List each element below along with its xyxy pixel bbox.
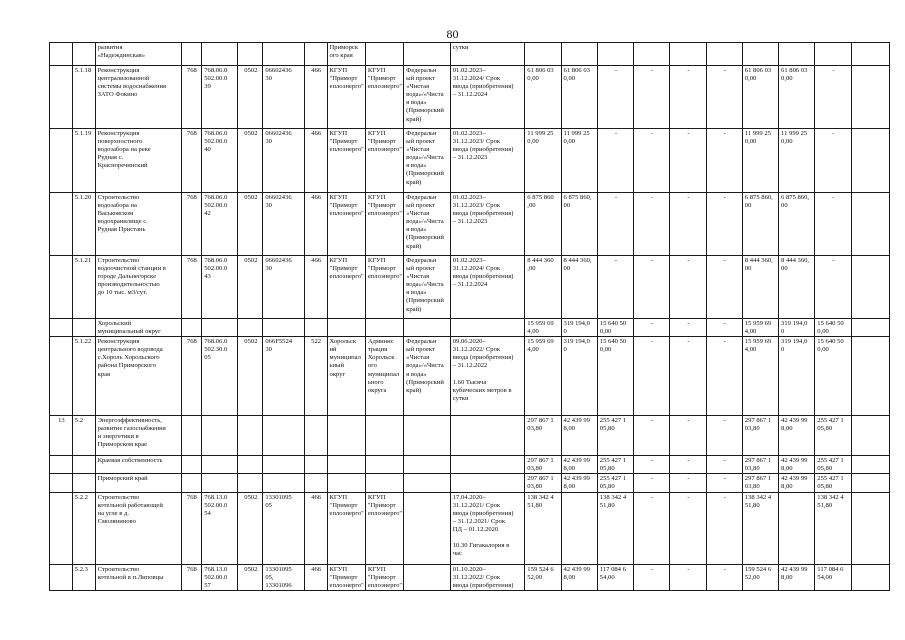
table-cell: Федеральн ый проект «Чистая вода»/«Чиста я вода» (Приморский край)	[404, 66, 451, 129]
table-cell: 42 439 99 8,00	[779, 416, 815, 456]
table-cell: 8 444 360 ,00	[525, 256, 561, 319]
table-cell: 06602436 30	[263, 193, 304, 256]
table-cell: -	[706, 129, 742, 193]
table-cell: -	[634, 319, 670, 337]
table-cell: -	[634, 492, 670, 564]
table-cell: 297 867 1 03,80	[525, 416, 561, 456]
table-cell: 15 640 50 0,00	[815, 319, 851, 337]
table-cell: 61 806 03 0,00	[525, 66, 561, 129]
table-cell: 319 194,0 0	[779, 319, 815, 337]
table-cell: 159 524 6 52,00	[525, 564, 561, 590]
table-cell	[238, 43, 263, 66]
table-cell	[742, 43, 778, 66]
table-cell: 6 875 860, 00	[742, 193, 778, 256]
table-cell: -	[634, 256, 670, 319]
table-cell	[851, 66, 889, 129]
table-row	[50, 43, 890, 66]
table-cell: Реконструкция поверхностного водозабора на реке Рудная с. Красноречинский	[95, 129, 181, 193]
table-cell	[181, 474, 202, 492]
table-cell: 13301095 05	[263, 492, 304, 564]
table-cell	[404, 43, 451, 66]
table-cell	[851, 564, 889, 590]
table-cell	[304, 456, 327, 474]
table-cell	[72, 474, 95, 492]
table-cell: 297 867 1 03,80	[525, 474, 561, 492]
table-cell: -	[670, 337, 706, 416]
table-cell: -	[706, 456, 742, 474]
table-cell: 768.13.0 502.00.0 54	[202, 492, 238, 564]
table-cell: -	[634, 474, 670, 492]
table-cell: Строительство водозабора на Васьковском водохранилище с. Рудная Пристань	[95, 193, 181, 256]
table-cell: 466	[304, 66, 327, 129]
table-cell: Федеральн ый проект «Чистая вода»/«Чиста я вода» (Приморский край)	[404, 129, 451, 193]
table-cell	[238, 456, 263, 474]
table-cell: -	[815, 66, 851, 129]
table-row	[50, 456, 890, 474]
table-cell: КГУП "Приморт еплоэнерго"	[327, 256, 365, 319]
table-cell	[50, 43, 73, 66]
table-cell: 319 194,0 0	[779, 337, 815, 416]
table-cell: -	[670, 256, 706, 319]
table-cell: -	[706, 474, 742, 492]
table-cell: 0502	[238, 564, 263, 590]
table-cell: 138 342 4 51,80	[525, 492, 561, 564]
table-cell: 5.2.2	[72, 492, 95, 564]
table-cell	[50, 66, 73, 129]
table-cell: 01.02.2023– 31.12.2024/ Срок ввода (приобретения) – 31.12.2024	[450, 256, 525, 319]
table-cell: -	[706, 492, 742, 564]
table-cell: 466	[304, 193, 327, 256]
table-cell: 255 427 1 05,80	[597, 416, 633, 456]
table-cell: -	[670, 474, 706, 492]
table-cell: КГУП "Приморт еплоэнерго"	[365, 193, 403, 256]
table-cell: 42 439 99 8,00	[561, 456, 597, 474]
table-cell	[304, 43, 327, 66]
table-cell: 297 867 1 03,80	[742, 416, 778, 456]
table-cell: 13301095 05, 13301096	[263, 564, 304, 590]
table-cell: 768.06.0 502.00.0 39	[202, 66, 238, 129]
table-row	[50, 416, 890, 456]
table-cell: -	[670, 416, 706, 456]
table-cell: 61 806 03 0,00	[742, 66, 778, 129]
table-cell: Реконструкция центрального водовода с.Хороль Хорольского района Приморского края	[95, 337, 181, 416]
table-cell	[404, 564, 451, 590]
table-cell: Энергоэффективность, развитие газоснабжения и энергетики в Приморском крае	[95, 416, 181, 456]
table-cell	[561, 492, 597, 564]
table-cell: -	[670, 129, 706, 193]
table-cell: Федеральн ый проект «Чистая вода»/«Чиста я вода» (Приморский край)	[404, 337, 451, 416]
table-cell: 522	[304, 337, 327, 416]
table-cell: -	[597, 193, 633, 256]
table-cell: 5.2	[72, 416, 95, 456]
table-cell	[851, 193, 889, 256]
table-cell: КГУП "Приморт еплоэнерго"	[365, 256, 403, 319]
table-cell	[263, 319, 304, 337]
table-cell: 6 875 860, 00	[561, 193, 597, 256]
table-cell: 42 439 99 8,00	[779, 564, 815, 590]
table-cell: 42 439 99 8,00	[779, 456, 815, 474]
table-cell	[404, 474, 451, 492]
table-cell	[450, 319, 525, 337]
table-cell	[181, 416, 202, 456]
table-row	[50, 474, 890, 492]
table-cell	[181, 43, 202, 66]
table-cell: 61 806 03 0,00	[561, 66, 597, 129]
table-cell	[327, 474, 365, 492]
table-cell: КГУП "Приморт еплоэнерго"	[365, 492, 403, 564]
table-cell: 06602436 30	[263, 256, 304, 319]
table-cell: 15 640 50 0,00	[597, 337, 633, 416]
table-row	[50, 319, 890, 337]
table-cell	[263, 474, 304, 492]
table-cell: -	[634, 129, 670, 193]
table-cell: -	[815, 256, 851, 319]
table-row	[50, 129, 890, 193]
table-cell: -	[597, 129, 633, 193]
table-cell	[50, 129, 73, 193]
table-cell: 6 875 860, 00	[779, 193, 815, 256]
table-cell: Хорольский муниципальный округ	[95, 319, 181, 337]
table-cell: -	[634, 66, 670, 129]
table-cell: КГУП "Приморт еплоэнерго"	[365, 66, 403, 129]
table-cell: 117 084 6 54,00	[815, 564, 851, 590]
table-cell: 5.1.22	[72, 337, 95, 416]
table-cell: КГУП "Приморт еплоэнерго"	[327, 129, 365, 193]
table-cell: 5.1.19	[72, 129, 95, 193]
table-cell: 61 806 03 0,00	[779, 66, 815, 129]
table-cell: -	[670, 66, 706, 129]
table-cell: -	[634, 193, 670, 256]
table-cell: 255 427 1 05,80	[597, 474, 633, 492]
table-cell: КГУП "Приморт еплоэнерго"	[365, 129, 403, 193]
table-cell	[450, 456, 525, 474]
table-cell	[404, 319, 451, 337]
table-cell: -	[634, 564, 670, 590]
table-cell: 768.06.0 502.30.0 05	[202, 337, 238, 416]
table-cell: 768	[181, 256, 202, 319]
table-cell: -	[670, 193, 706, 256]
page-number: 80	[446, 27, 459, 41]
table-cell: КГУП "Приморт еплоэнерго"	[327, 193, 365, 256]
table-cell: 15 959 69 4,00	[525, 337, 561, 416]
table-cell	[72, 319, 95, 337]
table-cell: 066F5524 30	[263, 337, 304, 416]
table-cell	[50, 256, 73, 319]
table-cell: 42 439 99 8,00	[779, 474, 815, 492]
table-cell	[327, 456, 365, 474]
table-cell	[50, 456, 73, 474]
table-cell	[706, 43, 742, 66]
table-cell: 11 999 25 0,00	[561, 129, 597, 193]
table-cell: -	[706, 193, 742, 256]
table-cell: 15 640 50 0,00	[815, 337, 851, 416]
table-cell: КГУП "Приморт еплоэнерго"	[327, 564, 365, 590]
table-cell	[851, 43, 889, 66]
table-cell	[327, 416, 365, 456]
table-cell: Реконструкция централизованной системы водоснабжения ЗАТО Фокино	[95, 66, 181, 129]
table-cell	[72, 456, 95, 474]
table-cell	[404, 416, 451, 456]
table-cell: 159 524 6 52,00	[742, 564, 778, 590]
table-cell: 466	[304, 129, 327, 193]
table-cell: 466	[304, 564, 327, 590]
table-cell	[851, 474, 889, 492]
table-cell	[238, 474, 263, 492]
table-row	[50, 337, 890, 416]
table-cell: -	[634, 416, 670, 456]
table-cell	[815, 43, 851, 66]
table-cell: 117 084 6 54,00	[597, 564, 633, 590]
table-cell	[50, 337, 73, 416]
table-cell	[597, 43, 633, 66]
table-cell: 01.02.2023– 31.12.2024/ Срок ввода (приобретения) – 31.12.2024	[450, 66, 525, 129]
table-cell	[238, 319, 263, 337]
table-cell: КГУП "Приморт еплоэнерго"	[327, 492, 365, 564]
table-row	[50, 256, 890, 319]
table-cell: 06602436 30	[263, 66, 304, 129]
table-cell: 5.1.21	[72, 256, 95, 319]
table-cell	[851, 337, 889, 416]
table-cell: 15 640 50 0,00	[597, 319, 633, 337]
table-cell: 13	[50, 416, 73, 456]
table-cell	[50, 474, 73, 492]
table-cell: 8 444 360, 00	[779, 256, 815, 319]
table-cell: Админис трация Хорольск ого муниципал ьного округа	[365, 337, 403, 416]
table-row	[50, 66, 890, 129]
table-cell	[851, 416, 889, 456]
table-cell	[202, 474, 238, 492]
table-cell: -	[670, 456, 706, 474]
table-cell	[327, 319, 365, 337]
table-cell	[525, 43, 561, 66]
table-cell: 768.06.0 502.00.0 40	[202, 129, 238, 193]
table-cell: Приморск ого края	[327, 43, 365, 66]
table-cell: 138 342 4 51,80	[597, 492, 633, 564]
table-row	[50, 193, 890, 256]
table-cell	[450, 474, 525, 492]
table-cell: 01.10.2020– 31.12.2022/ Срок ввода (приобретения)	[450, 564, 525, 590]
table-cell: 8 444 360, 00	[561, 256, 597, 319]
table-cell	[365, 43, 403, 66]
table-cell: 15 959 69 4,00	[742, 319, 778, 337]
table-cell: сутки	[450, 43, 525, 66]
table-cell: 768	[181, 564, 202, 590]
table-cell: 255 427 1 05,80	[815, 456, 851, 474]
table-cell	[851, 492, 889, 564]
table-cell: -	[706, 337, 742, 416]
table-cell: 6 875 860 ,00	[525, 193, 561, 256]
table-cell: 5.1.20	[72, 193, 95, 256]
table-cell: -	[670, 492, 706, 564]
table-cell: -	[634, 337, 670, 416]
table-cell: 319 194,0 0	[561, 319, 597, 337]
table-cell	[202, 43, 238, 66]
table-cell	[851, 456, 889, 474]
table-cell: Строительство котельной работающей на угле в д. Смоляниново	[95, 492, 181, 564]
table-cell: КГУП "Приморт еплоэнерго"	[365, 564, 403, 590]
table-cell: 768.06.0 502.00.0 42	[202, 193, 238, 256]
table-cell: 5.2.3	[72, 564, 95, 590]
table-cell	[851, 319, 889, 337]
table-cell: 768.13.0 502.00.0 57	[202, 564, 238, 590]
table-cell: -	[670, 319, 706, 337]
table-cell	[365, 416, 403, 456]
table-cell	[365, 319, 403, 337]
table-cell: Федеральн ый проект «Чистая вода»/«Чиста я вода» (Приморский край)	[404, 256, 451, 319]
table-cell: -	[815, 129, 851, 193]
table-cell: -	[706, 66, 742, 129]
table-cell	[263, 43, 304, 66]
table-cell	[50, 492, 73, 564]
table-cell	[238, 416, 263, 456]
table-cell: 5.1.18	[72, 66, 95, 129]
table-cell: -	[634, 456, 670, 474]
table-cell	[670, 43, 706, 66]
table-cell: 0502	[238, 492, 263, 564]
table-cell: -	[706, 319, 742, 337]
table-cell: 138 342 4 51,80	[742, 492, 778, 564]
table-row	[50, 564, 890, 590]
table-cell: развития «Надеждинская»	[95, 43, 181, 66]
table-cell	[779, 43, 815, 66]
table-cell	[404, 456, 451, 474]
table-cell: 768	[181, 337, 202, 416]
table-cell: 297 867 1 03,80	[742, 456, 778, 474]
table-cell: 0502	[238, 193, 263, 256]
table-cell	[202, 319, 238, 337]
table-cell	[851, 256, 889, 319]
table-cell: 255 427 1 05,80	[597, 456, 633, 474]
table-cell: Краевая собственность	[95, 456, 181, 474]
table-cell	[202, 416, 238, 456]
table-cell: 42 439 99 8,00	[561, 416, 597, 456]
table-cell: Строительство водоочистной станции в городе Дальнегорске производительностью до 10 тыс. м3/сут.	[95, 256, 181, 319]
table-cell	[304, 416, 327, 456]
investment-table	[49, 42, 890, 591]
table-cell: 0502	[238, 66, 263, 129]
table-cell: 768	[181, 66, 202, 129]
table-cell	[263, 416, 304, 456]
table-cell: 11 999 25 0,00	[525, 129, 561, 193]
table-cell: 06602436 30	[263, 129, 304, 193]
table-cell: 255 427 1 05,80	[815, 416, 851, 456]
table-cell: 42 439 99 8,00	[561, 474, 597, 492]
table-cell: 0502	[238, 256, 263, 319]
table-cell: 138 342 4 51,80	[815, 492, 851, 564]
table-cell: 297 867 1 03,80	[742, 474, 778, 492]
table-cell: -	[597, 256, 633, 319]
table-cell: Приморский край	[95, 474, 181, 492]
table-cell: 255 427 1 05,80	[815, 474, 851, 492]
table-cell: 15 959 69 4,00	[525, 319, 561, 337]
table-cell: 297 867 1 03,80	[525, 456, 561, 474]
table-cell	[365, 456, 403, 474]
table-cell: 09.06.2020– 31.12.2022/ Срок ввода (приобретения) – 31.12.2022 1.60 Тысяча кубических метров в сутки	[450, 337, 525, 416]
table-cell: -	[706, 416, 742, 456]
table-cell: Федеральн ый проект «Чистая вода»/«Чиста я вода» (Приморский край)	[404, 193, 451, 256]
table-cell: 466	[304, 492, 327, 564]
table-cell	[404, 492, 451, 564]
table-cell: 768	[181, 492, 202, 564]
table-cell: 17.04.2020– 31.12.2021/ Срок ввода (приобретения) – 31.12.2021/ Срок ПД – 01.12.2020 10.30 Гигакалория в час	[450, 492, 525, 564]
table-cell	[263, 456, 304, 474]
table-cell: Строительство котельной в п.Липовцы	[95, 564, 181, 590]
table-cell: 768.06.0 502.00.0 43	[202, 256, 238, 319]
table-cell: 01.02.2023– 31.12.2023/ Срок ввода (приобретения) – 31.12.2023	[450, 193, 525, 256]
table-cell	[50, 193, 73, 256]
table-cell: 8 444 360, 00	[742, 256, 778, 319]
table-cell: 11 999 25 0,00	[779, 129, 815, 193]
table-cell: -	[706, 564, 742, 590]
table-cell: 768	[181, 193, 202, 256]
table-cell: -	[670, 564, 706, 590]
table-cell	[50, 564, 73, 590]
table-cell: 0502	[238, 129, 263, 193]
table-cell: 11 999 25 0,00	[742, 129, 778, 193]
table-cell	[181, 456, 202, 474]
table-cell	[561, 43, 597, 66]
table-cell: 466	[304, 256, 327, 319]
table-cell: 15 959 69 4,00	[742, 337, 778, 416]
table-cell	[365, 474, 403, 492]
table-cell: 0502	[238, 337, 263, 416]
table-row	[50, 492, 890, 564]
table-cell	[634, 43, 670, 66]
table-cell: 01.02.2023– 31.12.2023/ Срок ввода (приобретения) – 31.12.2023	[450, 129, 525, 193]
table-cell	[851, 129, 889, 193]
table-cell: -	[706, 256, 742, 319]
table-cell	[450, 416, 525, 456]
table-cell	[72, 43, 95, 66]
table-cell	[304, 319, 327, 337]
table-cell: КГУП "Приморт еплоэнерго"	[327, 66, 365, 129]
table-cell	[304, 474, 327, 492]
table-cell: 319 194,0 0	[561, 337, 597, 416]
table-cell	[50, 319, 73, 337]
table-cell	[202, 456, 238, 474]
table-cell: 768	[181, 129, 202, 193]
table-cell: Хорольск ий муниципал ьный округ	[327, 337, 365, 416]
table-cell: -	[597, 66, 633, 129]
table-cell	[779, 492, 815, 564]
table-cell: 42 439 99 8,00	[561, 564, 597, 590]
table-cell	[181, 319, 202, 337]
table-cell: -	[815, 193, 851, 256]
